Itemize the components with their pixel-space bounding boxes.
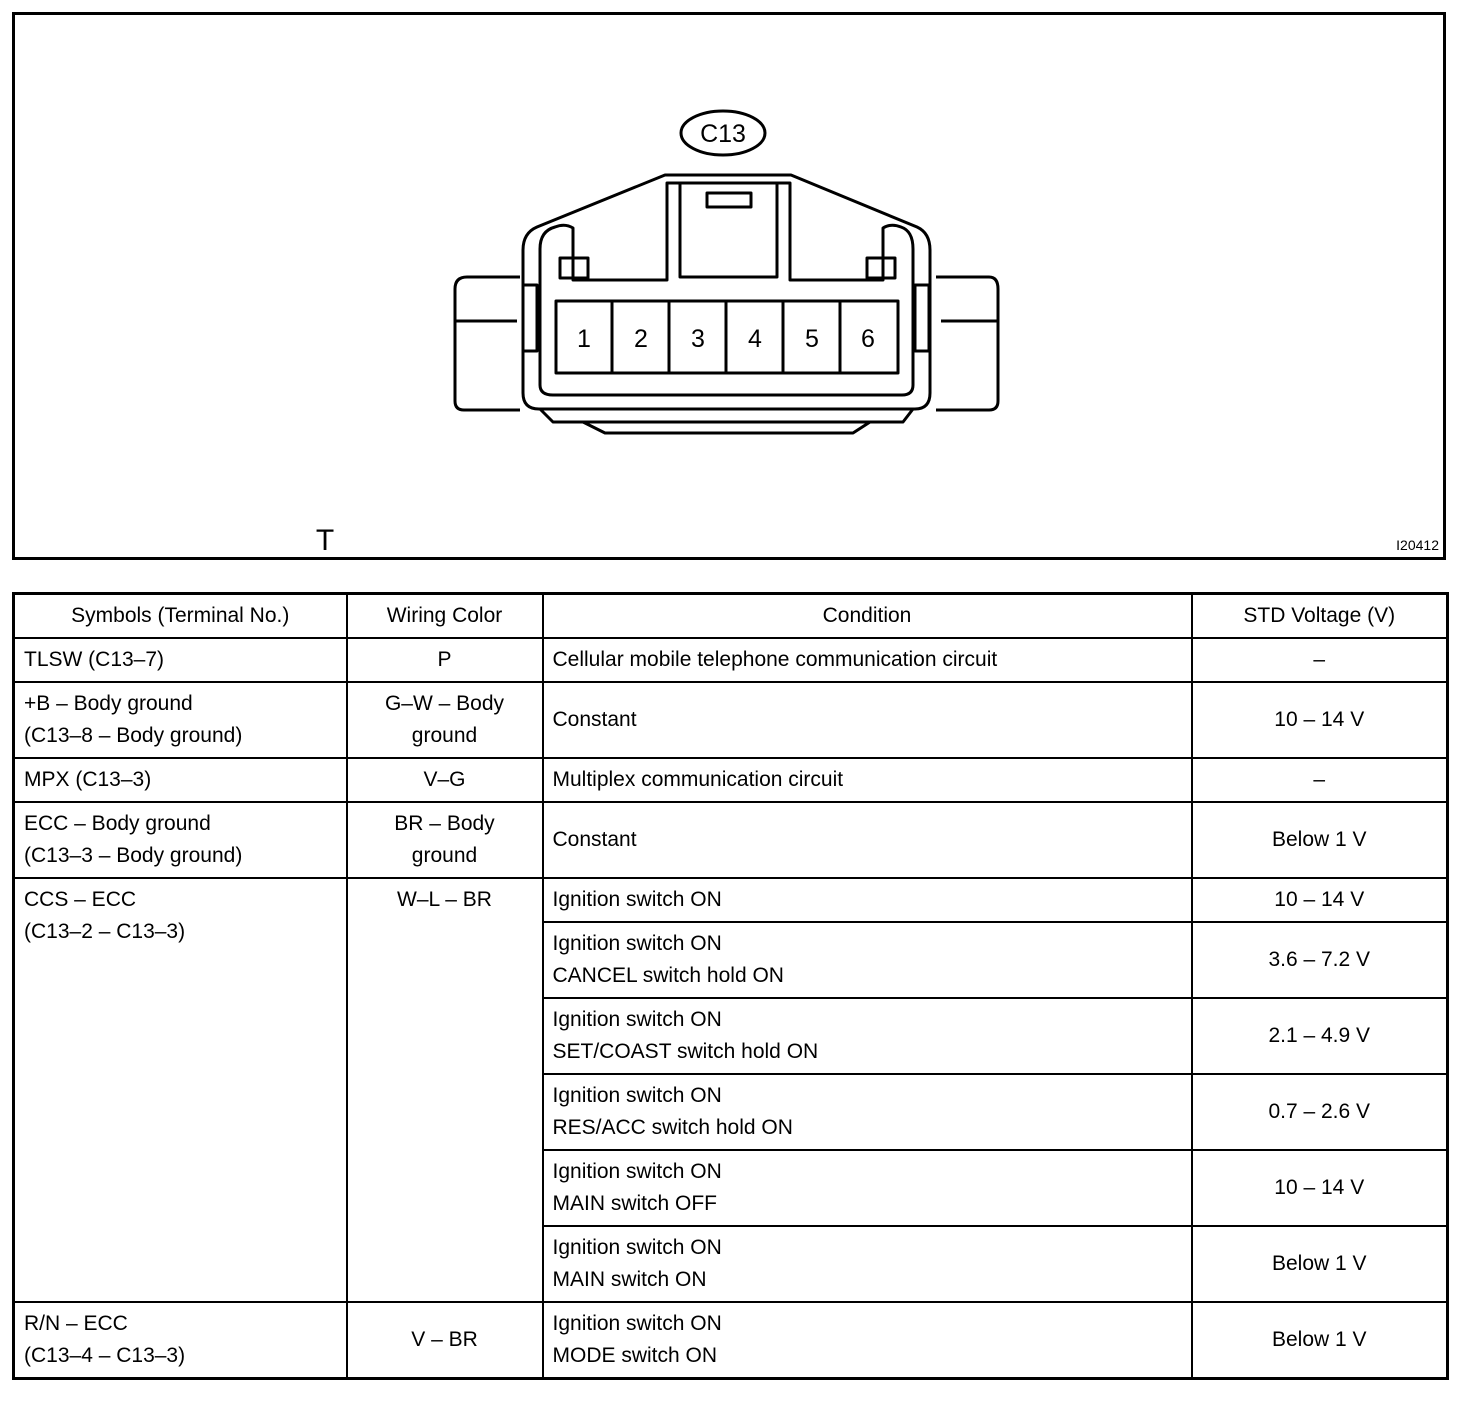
symbol-cell bbox=[14, 878, 347, 1302]
table-row bbox=[14, 758, 1448, 802]
symbol-text: (C13–3 – Body ground) bbox=[24, 844, 243, 867]
pin-number-6: 6 bbox=[861, 325, 875, 353]
symbol-text: TLSW (C13–7) bbox=[24, 648, 165, 671]
voltage-cell: 0.7 – 2.6 V bbox=[1192, 1074, 1448, 1150]
right-side-slot bbox=[915, 285, 929, 351]
terminal-voltage-table bbox=[12, 592, 1449, 1380]
condition-cell bbox=[543, 1226, 1192, 1302]
voltage-cell: Below 1 V bbox=[1192, 1226, 1448, 1302]
condition-text: MODE switch ON bbox=[552, 1344, 718, 1367]
symbol-text: ECC – Body ground bbox=[24, 812, 211, 835]
symbol-text: +B – Body ground bbox=[24, 692, 193, 715]
symbol-text: (C13–4 – C13–3) bbox=[24, 1344, 186, 1367]
table-header-row bbox=[14, 594, 1448, 639]
pin-number-2: 2 bbox=[634, 325, 648, 353]
voltage-cell: – bbox=[1192, 638, 1448, 682]
condition-text: Ignition switch ON bbox=[552, 1312, 722, 1335]
symbol-text: CCS – ECC bbox=[24, 888, 137, 911]
header-symbols: Symbols (Terminal No.) bbox=[14, 594, 347, 639]
condition-text: Constant bbox=[552, 828, 637, 851]
side-marker: T bbox=[315, 524, 335, 557]
right-latch-ear bbox=[936, 277, 998, 410]
condition-text: Ignition switch ON bbox=[552, 932, 722, 955]
condition-cell bbox=[543, 1150, 1192, 1226]
voltage-cell: 10 – 14 V bbox=[1192, 682, 1448, 758]
wiring-color-text: V – BR bbox=[411, 1328, 478, 1351]
wiring-color-text: W–L – BR bbox=[397, 888, 492, 911]
wiring-color-text: BR – Body bbox=[394, 812, 495, 835]
condition-text: SET/COAST switch hold ON bbox=[552, 1040, 819, 1063]
condition-cell bbox=[543, 802, 1192, 878]
voltage-cell: – bbox=[1192, 758, 1448, 802]
voltage-cell: 3.6 – 7.2 V bbox=[1192, 922, 1448, 998]
right-inner-notch bbox=[867, 258, 895, 278]
pin-number-5: 5 bbox=[805, 325, 819, 353]
condition-text: MAIN switch OFF bbox=[552, 1192, 718, 1215]
table-row bbox=[14, 638, 1448, 682]
condition-text: Multiplex communication circuit bbox=[552, 768, 844, 791]
symbol-text: R/N – ECC bbox=[24, 1312, 128, 1335]
left-side-slot bbox=[523, 285, 537, 351]
wiring-color-cell bbox=[347, 1302, 543, 1379]
condition-text: MAIN switch ON bbox=[552, 1268, 707, 1291]
wiring-color-text: V–G bbox=[423, 768, 466, 791]
condition-cell bbox=[543, 922, 1192, 998]
symbol-cell bbox=[14, 758, 347, 802]
table-row bbox=[14, 802, 1448, 878]
bottom-rail-lower bbox=[583, 422, 870, 433]
condition-cell bbox=[543, 682, 1192, 758]
wiring-color-text: G–W – Body bbox=[384, 692, 505, 715]
condition-text: Ignition switch ON bbox=[552, 1008, 722, 1031]
connector-diagram-panel bbox=[12, 12, 1446, 560]
condition-cell bbox=[543, 638, 1192, 682]
condition-text: Ignition switch ON bbox=[552, 1084, 722, 1107]
pin-number-4: 4 bbox=[748, 325, 762, 353]
condition-text: CANCEL switch hold ON bbox=[552, 964, 784, 987]
condition-text: Constant bbox=[552, 708, 637, 731]
condition-cell bbox=[543, 998, 1192, 1074]
lock-tab bbox=[707, 193, 751, 207]
connector-c13-drawing bbox=[15, 15, 1443, 557]
condition-text: RES/ACC switch hold ON bbox=[552, 1116, 793, 1139]
header-wiring-color: Wiring Color bbox=[347, 594, 543, 639]
table-row bbox=[14, 1302, 1448, 1379]
header-condition: Condition bbox=[543, 594, 1192, 639]
wiring-color-cell bbox=[347, 802, 543, 878]
voltage-cell: Below 1 V bbox=[1192, 802, 1448, 878]
symbol-cell bbox=[14, 682, 347, 758]
symbol-cell bbox=[14, 802, 347, 878]
figure-code: I20412 bbox=[1396, 537, 1439, 553]
wiring-color-text: ground bbox=[411, 844, 478, 867]
condition-text: Cellular mobile telephone communication circuit bbox=[552, 648, 998, 671]
condition-text: Ignition switch ON bbox=[552, 1160, 722, 1183]
condition-cell bbox=[543, 758, 1192, 802]
header-std-voltage: STD Voltage (V) bbox=[1192, 594, 1448, 639]
symbol-cell bbox=[14, 638, 347, 682]
voltage-cell: 2.1 – 4.9 V bbox=[1192, 998, 1448, 1074]
voltage-cell: 10 – 14 V bbox=[1192, 1150, 1448, 1226]
condition-cell bbox=[543, 1074, 1192, 1150]
wiring-color-cell bbox=[347, 638, 543, 682]
condition-text: Ignition switch ON bbox=[552, 1236, 722, 1259]
wiring-color-text: P bbox=[437, 648, 452, 671]
wiring-color-cell bbox=[347, 878, 543, 1302]
condition-cell bbox=[543, 878, 1192, 922]
condition-cell bbox=[543, 1302, 1192, 1379]
table-row bbox=[14, 878, 1448, 922]
voltage-cell: Below 1 V bbox=[1192, 1302, 1448, 1379]
symbol-text: (C13–8 – Body ground) bbox=[24, 724, 243, 747]
condition-text: Ignition switch ON bbox=[552, 888, 722, 911]
pin-number-1: 1 bbox=[577, 325, 591, 353]
connector-label: C13 bbox=[700, 120, 746, 148]
pin-number-3: 3 bbox=[691, 325, 705, 353]
symbol-cell bbox=[14, 1302, 347, 1379]
lock-channel bbox=[680, 183, 777, 277]
wiring-color-cell bbox=[347, 758, 543, 802]
symbol-text: (C13–2 – C13–3) bbox=[24, 920, 186, 943]
wiring-color-cell bbox=[347, 682, 543, 758]
voltage-cell: 10 – 14 V bbox=[1192, 878, 1448, 922]
wiring-color-text: ground bbox=[411, 724, 478, 747]
bottom-rail bbox=[540, 409, 913, 422]
table-row bbox=[14, 682, 1448, 758]
symbol-text: MPX (C13–3) bbox=[24, 768, 152, 791]
left-latch-ear bbox=[455, 277, 520, 410]
